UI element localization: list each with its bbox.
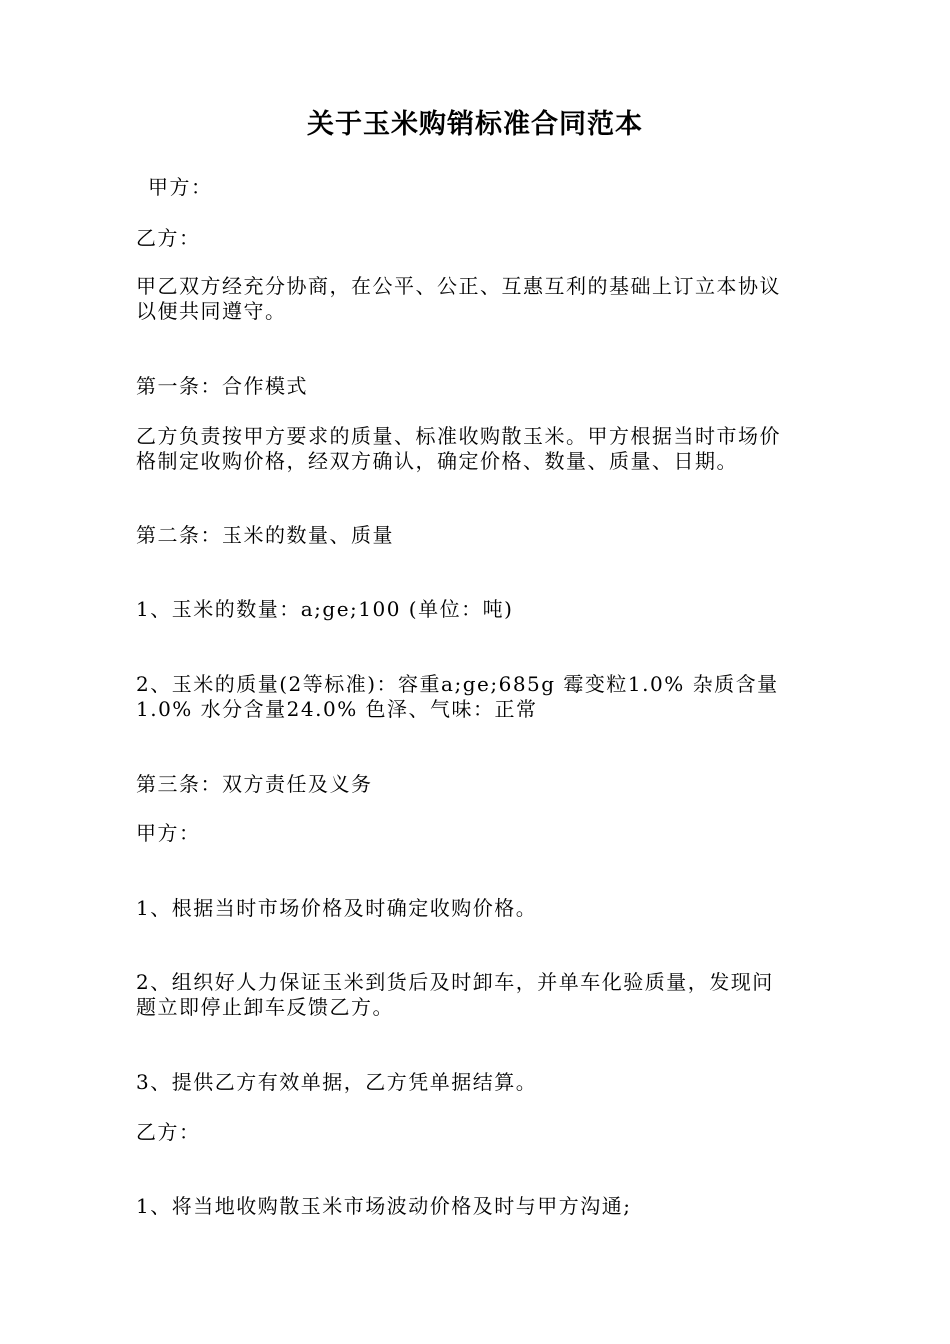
article-1-text-line-2: 格制定收购价格，经双方确认，确定价格、数量、质量、日期。 [136,449,738,473]
party-a-duty-3: 3、提供乙方有效单据，乙方凭单据结算。 [136,1070,538,1094]
party-b-duties-label: 乙方： [136,1120,201,1144]
intro-paragraph-line-2: 以便共同遵守。 [136,299,287,323]
party-a-duties-label: 甲方： [136,821,201,845]
document-title: 关于玉米购销标准合同范本 [307,109,643,140]
article-3-heading: 第三条：双方责任及义务 [136,772,373,796]
corn-quality-clause-line-1: 2、玉米的质量(2等标准)：容重a;ge;685g 霉变粒1.0% 杂质含量 [136,672,779,696]
party-a-label: 甲方： [148,175,213,199]
party-b-duty-1: 1、将当地收购散玉米市场波动价格及时与甲方沟通; [136,1194,632,1218]
article-1-heading: 第一条：合作模式 [136,374,308,398]
corn-quantity-clause: 1、玉米的数量：a;ge;100 (单位：吨) [136,597,514,621]
corn-quality-clause-line-2: 1.0% 水分含量24.0% 色泽、气味：正常 [136,697,538,721]
intro-paragraph-line-1: 甲乙双方经充分协商，在公平、公正、互惠互利的基础上订立本协议 [136,274,781,298]
party-a-duty-2-line-1: 2、组织好人力保证玉米到货后及时卸车，并单车化验质量，发现问 [136,970,774,994]
article-2-heading: 第二条：玉米的数量、质量 [136,523,394,547]
party-b-label: 乙方： [136,226,201,250]
party-a-duty-2-line-2: 题立即停止卸车反馈乙方。 [136,995,394,1019]
party-a-duty-1: 1、根据当时市场价格及时确定收购价格。 [136,896,538,920]
article-1-text-line-1: 乙方负责按甲方要求的质量、标准收购散玉米。甲方根据当时市场价 [136,424,781,448]
